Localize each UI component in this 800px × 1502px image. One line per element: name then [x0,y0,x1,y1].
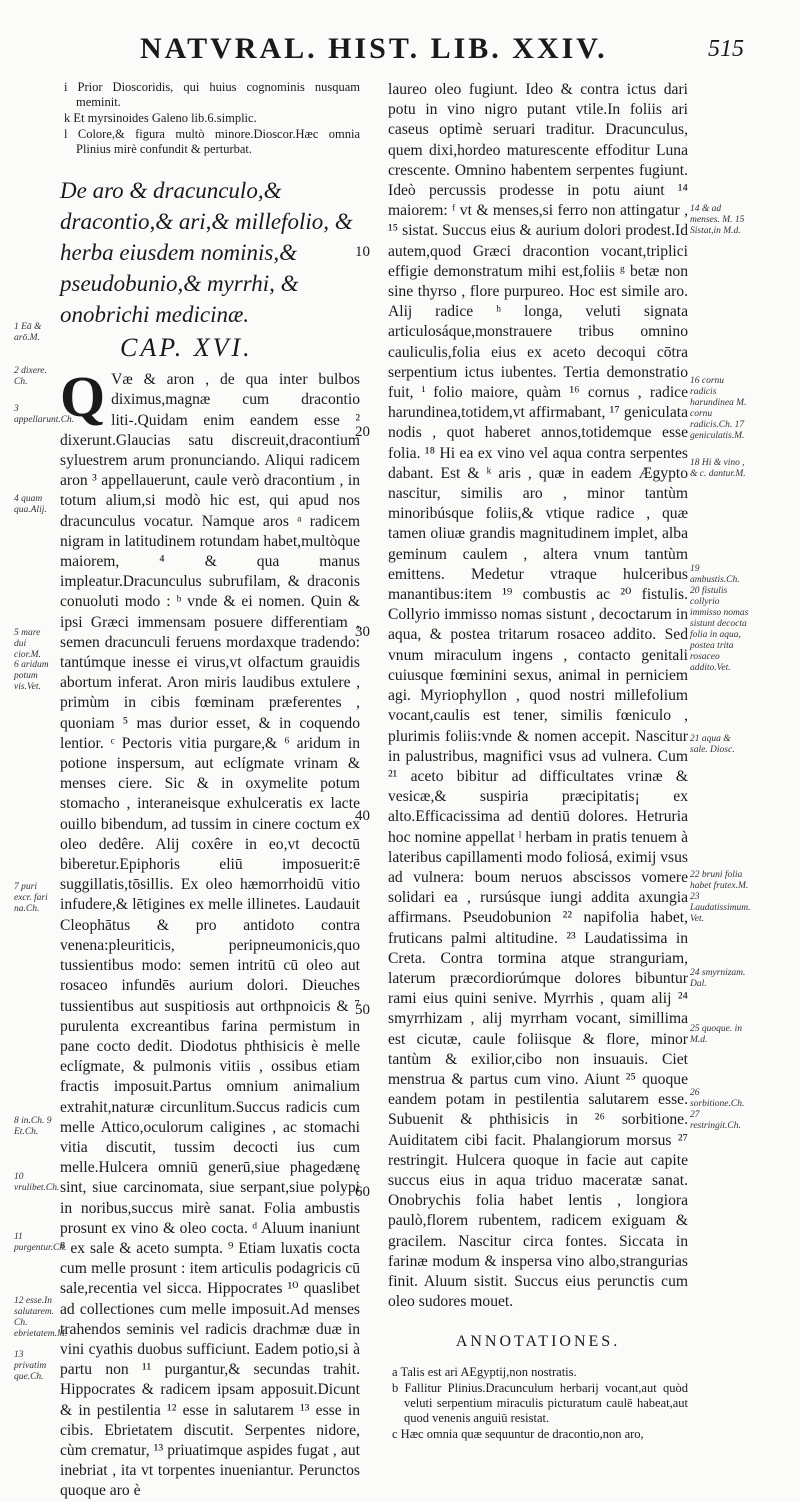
left-margin-note: 12 esse.In salutarem. Ch. ebrietatem.M. [14,1296,68,1339]
page-number: 515 [708,36,744,62]
left-margin-note: 8 in.Ch. 9 Et.Ch. [14,1116,52,1137]
left-margin-note: 4 quam qua.Alij. [14,494,47,515]
line-number-40: 40 [355,808,370,824]
line-number-30: 30 [355,624,370,640]
left-margin-note: 7 puri excr. fari na.Ch. [14,882,48,914]
right-margin-note: 26 sorbitione.Ch. 27 restringit.Ch. [690,1088,745,1131]
right-margin-note: 16 cornu radicis harundinea M. cornu radicis.Ch. 17 geniculatis.M. [690,376,747,441]
line-number-60: 60 [355,1184,370,1200]
right-margin-note: 21 aqua & sale. Diosc. [690,734,735,755]
right-margin-note: 18 Hi & vino , & c. dantur.M. [690,458,746,479]
note-k: k Et myrsinoides Galeno lib.6.simplic. [64,111,257,125]
annotation-a: a Talis est ari AEgyptij,non nostratis. [392,1364,577,1379]
right-margin-note: 24 smyrnizam. Dal. [690,968,746,989]
left-margin-note: 6 aridum potum vis.Vet. [14,660,49,692]
right-margin-note: 14 & ad menses. M. 15 Sistat,in M.d. [690,204,745,236]
right-body-text: laureo oleo fugiunt. Ideo & contra ictus dari potu in vino nigro putant vtile.In foliis ari caseus optimè seruari traditur. Dracunculus, quem dixi,hordeo maturescente effoditur Luna crescente. Omnino habentem serpentes fugiunt. Ideò percussis prodesse in potu aiunt ¹⁴ maiorem: ᶠ vt & menses,si ferro non attingatur , ¹⁵ sistat. Succus eius & aurium dolori prodest.Id autem,quod Græci dracontion vocant,triplici effigie demonstratum mihi est,foliis ᵍ betæ non sine thyrso , flore purpureo. Hoc est simile aro. Alij radice ʰ longa, veluti signata articulosáque,monstrauere tribus omnino cauliculis,folia eius ex aceto decoqui cōtra serpentium ictus iubentes. Tertia demonstratio fuit, ⁱ folio maiore, quàm ¹⁶ cornus , radice harundinea,totidem,vt affirmabant, ¹⁷ geniculata nodis , quot haberet annos,totidemque esse folia. ¹⁸ Hi ea ex vino vel aqua contra serpentes dabant. Est & ᵏ aris , quæ in eadem Ægypto nascitur, similis aro , minor tantùm minoribúsque foliis,& vtique radice , quæ tamen oliuæ grandis magnitudinem implet, alba geminum caulem , altera vnum tantùm emittens. Medetur vtraque hulceribus manantibus:item ¹⁹ combustis ac ²⁰ fistulis. Collyrio immisso nomas sistunt , decoctarum in aqua, & postea tritarum rosaceo addito. Sed vnum miraculum ingens , contacto genitali cuiusque fœminini sexus, animal in perniciem agi. Myriophyllon , quod nostri millefolium vocant,caulis est tener, similis fœniculo , plurimis foliis:vnde & nomen accepit. Nascitur in palustribus, magnifici vsus ad vulnera. Cum ²¹ aceto bibitur ad difficultates vrinæ & vesicæ,& suspiria præcipitatis¡ ex alto.Efficacissima ad dentiū dolores. Hetruria hoc nomine appellat ˡ herbam in pratis tenuem à lateribus capillamenti modo foliosá, eximij vsus ad vulnera: boum neruos abscissos vomere solidari ea , rursúsque iungi addita axungia affirmans. Pseudobunion ²² napifolia habet, fruticans palmi altitudine. ²³ Laudatissima in Creta. Contra tormina atque stranguriam, laterum præcordiorúmque dolores bibuntur rami eius quini senive. Myrrhis , quam alij ²⁴ smyrrhizam , alij myrrham vocant, simillima est cicutæ, caule foliisque & flore, minor tantùm & exilior,cibo non insuauis. Ciet menstrua & partus cum vino. Aiunt ²⁵ quoque eandem potam in pestilentia salutarem esse. Subuenit & phthisicis in ²⁶ sorbitione. Auiditatem cibi facit. Phalangiorum morsus ²⁷ restringit. Hulcera quoque in facie aut capite succus eius in aqua triduo maceratæ sanat. Onobrychis folia habet lentis , longiora paulò,florem rubentem, radicem exiguam & gracilem. Nascitur circa fontes. Siccata in farinæ modum & inspersa vino albo,strangurias finit. Aluum sistit. Succus eius perunctis cum oleo sudores mouet. [388,81,688,1311]
left-margin-note: 11 purgentur.Ch. [14,1232,67,1253]
chapter-number: CAP. XVI. [120,333,253,362]
right-margin-note: 22 bruni folia habet frutex.M. 23 Laudatissimum. Vet. [690,870,751,924]
line-number-20: 20 [355,424,370,440]
running-head [0,32,800,70]
top-notes [60,80,360,157]
right-margin-note: 25 quoque. in M.d. [690,1024,742,1045]
running-title: NATVRAL. HIST. LIB. XXIV. [140,32,608,65]
left-margin-note: 1 Eā & arō.M. [14,322,42,343]
annotations [388,1365,688,1442]
left-margin-note: 3 appellarunt.Ch. [14,404,75,425]
note-l: l Colore,& figura multò minore.Dioscor.Hæc omnia Plinius mirè confundit & perturbat. [64,127,360,156]
left-column [60,80,360,1502]
note-i: i Prior Dioscoridis, qui huius cognominis nusquam meminit. [64,80,360,109]
annotation-b: b Fallitur Plinius.Dracunculum herbarij vocant,aut quòd veluti serpentium miraculis picturatum caulē habeat,aut quod venenis anguiū resistat. [392,1380,688,1425]
chapter-title: De aro & dracunculo,& dracontio,& ari,& millefolio, & herba eiusdem nominis,& pseudobunio,& myrrhi, & onobrichi medicinæ. [60,178,353,327]
annotation-c: c Hæc omnia quæ sequuntur de dracontio,non aro, [392,1426,644,1441]
right-margin-note: 19 ambustis.Ch. 20 fistulis collyrio immisso nomas sistunt decocta folia in aqua, postea trita rosaceo addito.Vet. [690,564,749,673]
right-column [388,80,688,1443]
left-margin-note: 10 vrulibet.Ch. [14,1172,60,1193]
left-margin-note: 13 privatim que.Ch. [14,1350,47,1382]
left-body-text [60,364,360,1501]
line-number-50: 50 [355,1002,370,1018]
left-margin-note: 2 dixere. Ch. [14,366,47,387]
left-margin-note: 5 mare dui cior.M. [14,628,41,660]
line-number-10: 10 [355,244,370,260]
annotations-heading: ANNOTATIONES. [455,1333,621,1351]
drop-cap: Q [60,364,106,430]
left-body-content: Væ & aron , de qua inter bulbos diximus,magnæ cum dracontio liti-.Quidam enim eandem esse ² dixerunt.Glaucias satu discreuit,dracontium syluestrem arum pronunciando. Aliqui radicem aron ³ appellauerunt, caule verò dracontium , in totum alium,si modò hic est, qui apud nos dracunculus vocatur. Namque aros ᵃ radicem nigram in latitudinem rotundam habet,multòque maiorem, ⁴ & qua manus impleatur.Dracunculus subrufilam, & draconis conuoluti modo : ᵇ vnde & ei nomen. Quin & ipsi Græci immensam posuere differentiam , semen dracunculi feruens mordaxque tradendo: tantúmque inesse ei virus,vt olfactum grauidis abortum inferat. Aron miris laudibus extulere , primùm in cibis fœminam præferentes , quoniam ⁵ mas durior esset, & in coquendo lentior. ᶜ Pectoris vitia purgare,& ⁶ aridum in potione inspersum, aut eclígmate vrinam & menses ciere. Sic & in oxymelite potum stomacho , interaneisque exhulceratis ex lacte ouillo bibendum, ad tussim in cinere coctum ex oleo dedêre. Alij coxêre in eo,vt decoctū biberetur.Epiphoris eliū imposuerit:ē suggillatis,tōsillis. Ex oleo hæmorrhoidū vitio infudere,& lētigines ex melle illinetes. Laudauit Cleophātus & pro antidoto contra venena:pleuriticis, peripneumonicis,quo tussientibus modo: semen intritū cū oleo aut rosaceo infundēs aurium dolori. Dieuches tussientibus aut suspitiosis aut orthpnoicis & ⁷ purulenta excreantibus farina permistum in pane cocto dedit. Diodotus phthisicis è melle eclígmate, & pulmonis vitiis , ossibus etiam fractis imposuit.Partus omnium animalium extrahit,naturæ circunlitum.Succus radicis cum melle Attico,oculorum caligines , ac stomachi vitia discutit, tussim decocti ius cum melle.Hulcera omniū generū,siue phagedænę sint, siue carcinomata, siue serpant,siue polypi in noribus,succus mirè sanat. Folia ambustis prosunt ex vino & oleo cocta. ᵈ Aluum inaniunt ⁸ ex sale & aceto sumpta. ⁹ Etiam luxatis cocta cum melle prosunt : item articulis podagricis cū sale,recentia vel sicca. Hippocrates ¹⁰ quaslibet ad collectiones cum melle imposuit.Ad menses trahendos seminis vel radicis drachmæ duæ in vini cyathis duobus sufficiunt. Eadem potio,si à partu non ¹¹ purgantur,& secundas trahit. Hippocrates & radicem ipsam apposuit.Dicunt & in pestilentia ¹² esse in salutarem ¹³ esse in cibis. Ebrietatem discutit. Serpentes nidore, cùm crematur, ¹³ priuatimque aspides fugat , aut inebriat , ita vt torpentes inueniantur. Perunctos quoque aro è [60,371,360,1500]
